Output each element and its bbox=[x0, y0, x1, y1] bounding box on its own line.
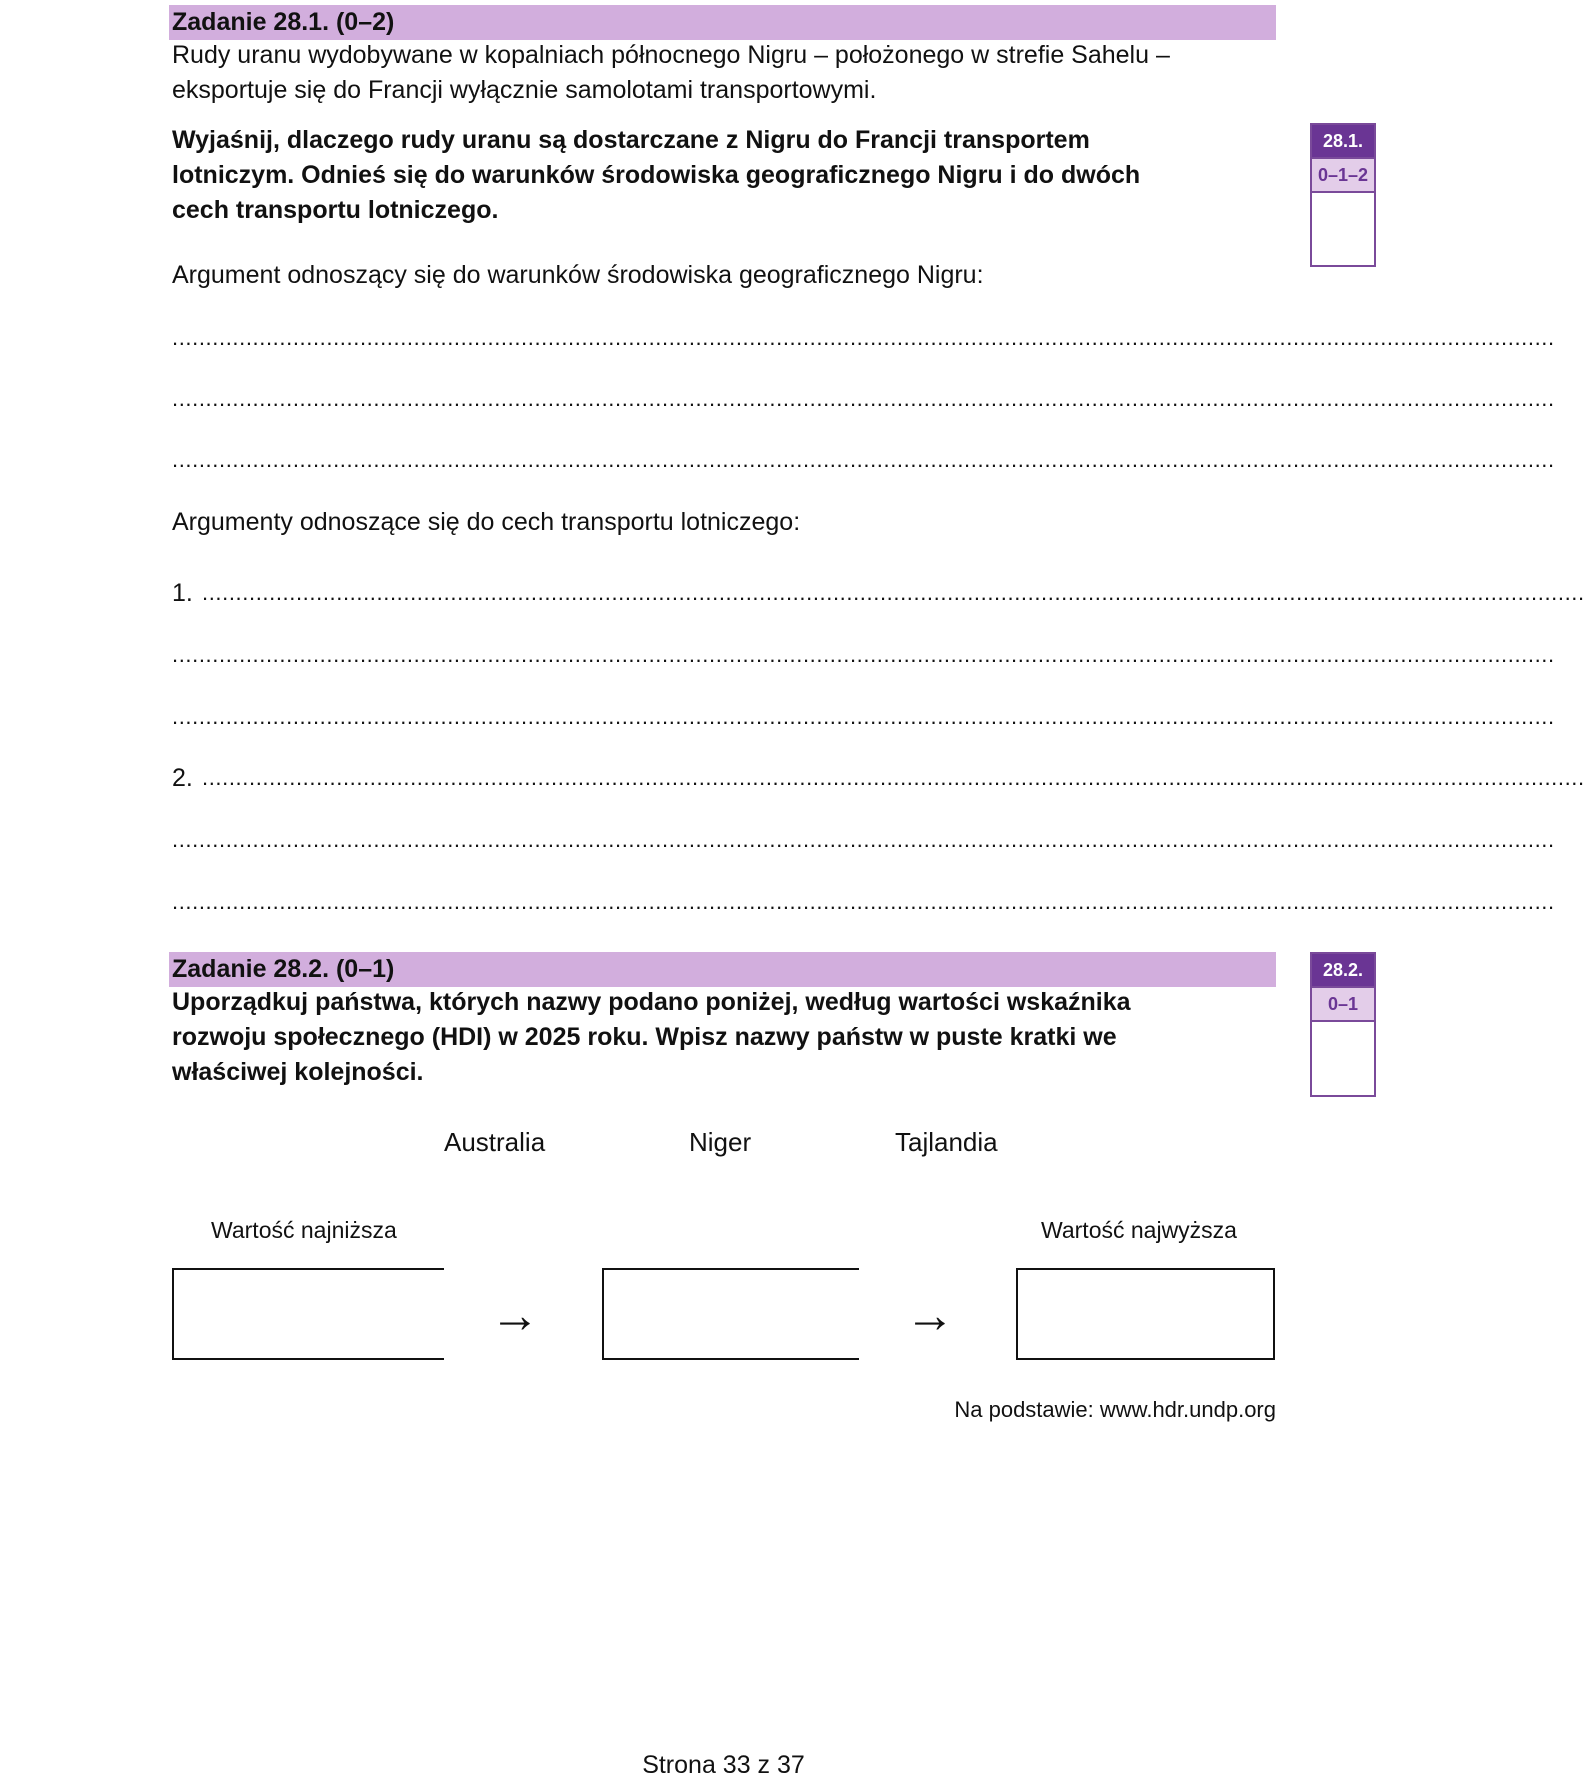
score-range-28-1: 0–1–2 bbox=[1312, 159, 1374, 193]
answer-line-air-2c[interactable]: .............................................................................................................................................................................................................. bbox=[172, 889, 1555, 914]
answer-line-env-1[interactable]: .............................................................................................................................................................................................................. bbox=[172, 325, 1555, 350]
task-28-1-instruction-line-2: lotniczym. Odnieś się do warunków środowiska geograficznego Nigru i do dwóch bbox=[172, 161, 1141, 189]
score-input-28-2[interactable] bbox=[1312, 1022, 1374, 1097]
country-niger: Niger bbox=[689, 1127, 752, 1157]
arrow-right-icon: → bbox=[490, 1287, 540, 1343]
task-28-2-instruction-line-2: rozwoju społecznego (HDI) w 2025 roku. Wpisz nazwy państw w puste kratki we bbox=[172, 1023, 1117, 1051]
argument-env-label: Argument odnoszący się do warunków środowiska geograficznego Nigru: bbox=[172, 261, 984, 289]
task-28-1-header: Zadanie 28.1. (0–2) bbox=[169, 5, 1276, 40]
answer-line-air-2b[interactable]: .............................................................................................................................................................................................................. bbox=[172, 827, 1555, 852]
country-australia: Australia bbox=[444, 1127, 546, 1157]
answer-line-air-1a[interactable]: .............................................................................................................................................................................................................. bbox=[202, 580, 1585, 605]
score-box-28-2 bbox=[1310, 952, 1376, 1097]
country-tajlandia: Tajlandia bbox=[895, 1127, 998, 1157]
task-28-1-instruction-line-1: Wyjaśnij, dlaczego rudy uranu są dostarczane z Nigru do Francji transportem bbox=[172, 126, 1090, 154]
answer-line-air-1c[interactable]: .............................................................................................................................................................................................................. bbox=[172, 704, 1555, 729]
answer-line-env-2[interactable]: .............................................................................................................................................................................................................. bbox=[172, 386, 1555, 411]
argument-air-label: Argumenty odnoszące się do cech transportu lotniczego: bbox=[172, 508, 801, 536]
task-28-1-intro-line-2: eksportuje się do Francji wyłącznie samolotami transportowymi. bbox=[172, 76, 877, 104]
answer-line-env-3[interactable]: .............................................................................................................................................................................................................. bbox=[172, 447, 1555, 472]
task-28-2-instruction-line-3: właściwej kolejności. bbox=[172, 1058, 424, 1086]
answer-number-2: 2. bbox=[172, 764, 193, 792]
task-28-1-intro-line-1: Rudy uranu wydobywane w kopalniach północnego Nigru – położonego w strefie Sahelu – bbox=[172, 41, 1170, 69]
task-28-2-header: Zadanie 28.2. (0–1) bbox=[169, 952, 1276, 987]
answer-number-1: 1. bbox=[172, 579, 193, 607]
answer-line-air-2a[interactable]: .............................................................................................................................................................................................................. bbox=[202, 765, 1585, 790]
score-input-28-1[interactable] bbox=[1312, 193, 1374, 267]
arrow-right-icon: → bbox=[905, 1287, 955, 1343]
score-range-28-2: 0–1 bbox=[1312, 988, 1374, 1022]
answer-line-air-1b[interactable]: .............................................................................................................................................................................................................. bbox=[172, 642, 1555, 667]
label-highest-value: Wartość najwyższa bbox=[1041, 1217, 1237, 1243]
score-id-28-2: 28.2. bbox=[1312, 954, 1374, 988]
task-28-2-instruction-line-1: Uporządkuj państwa, których nazwy podano poniżej, według wartości wskaźnika bbox=[172, 988, 1131, 1016]
score-id-28-1: 28.1. bbox=[1312, 125, 1374, 159]
page-number: Strona 33 z 37 bbox=[642, 1751, 805, 1779]
answer-box-middle[interactable] bbox=[602, 1268, 859, 1360]
label-lowest-value: Wartość najniższa bbox=[211, 1217, 397, 1243]
source-note: Na podstawie: www.hdr.undp.org bbox=[954, 1397, 1276, 1422]
task-28-1-instruction-line-3: cech transportu lotniczego. bbox=[172, 196, 499, 224]
answer-box-highest[interactable] bbox=[1016, 1268, 1275, 1360]
answer-box-lowest[interactable] bbox=[172, 1268, 444, 1360]
score-box-28-1 bbox=[1310, 123, 1376, 267]
